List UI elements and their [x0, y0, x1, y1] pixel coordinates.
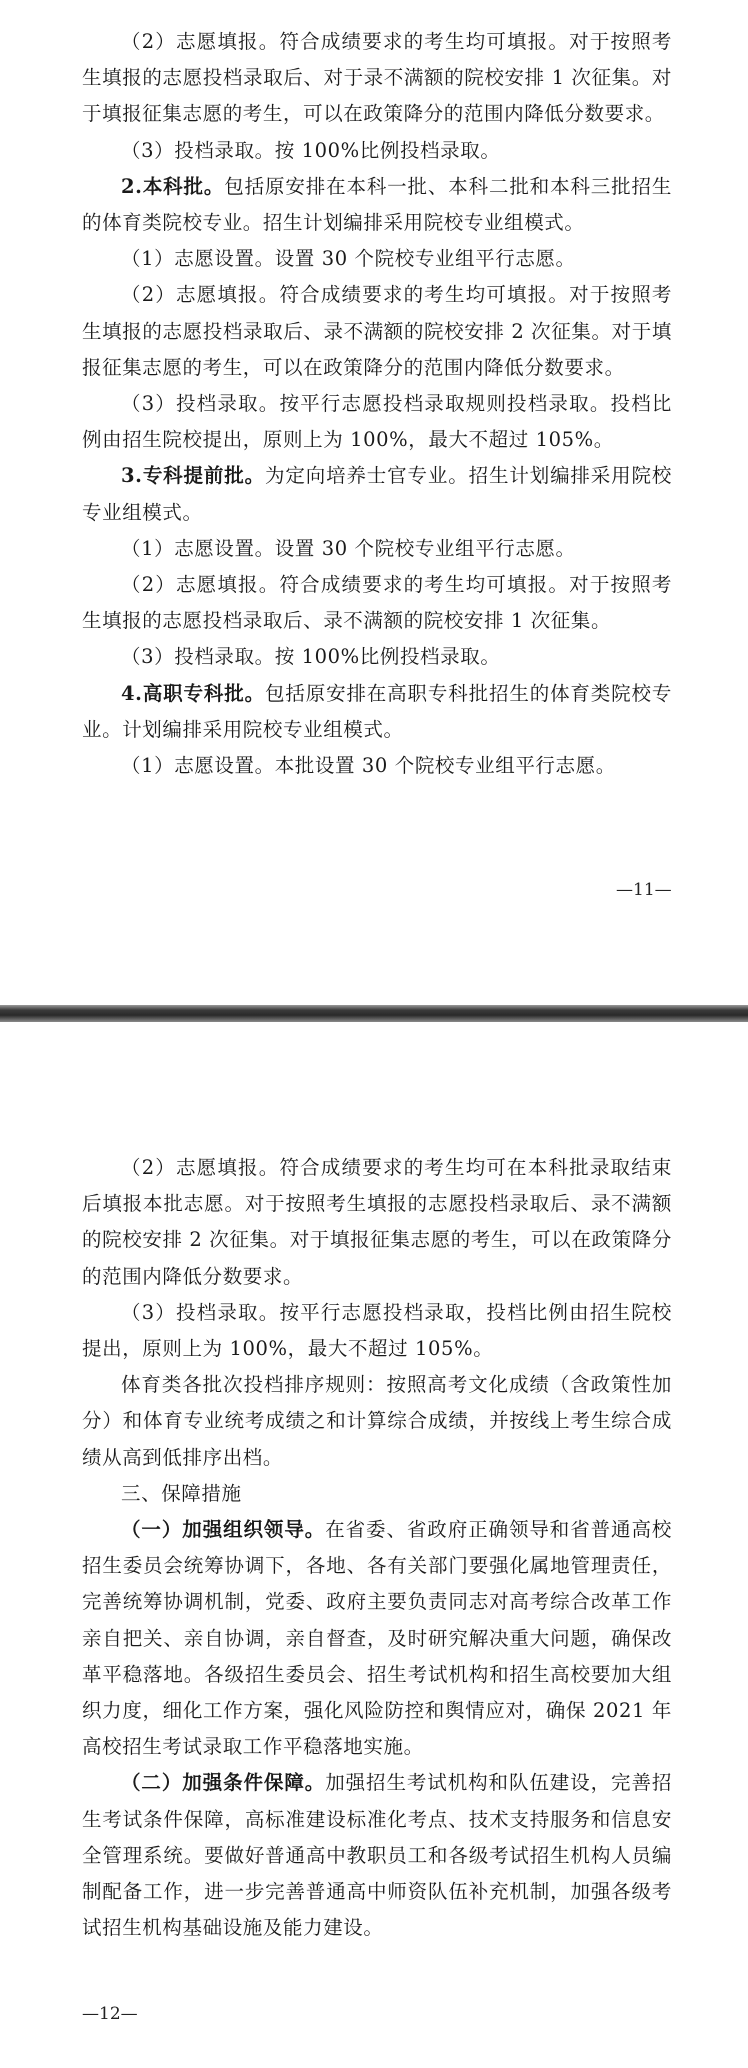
page-11-body: [82, 24, 672, 784]
paragraph: [82, 277, 672, 386]
paragraph-text: （1）志愿设置。设置 30 个院校专业组平行志愿。: [121, 247, 576, 271]
page-separator: [0, 1005, 748, 1022]
paragraph-text: （2）志愿填报。符合成绩要求的考生均可填报。对于按照考生填报的志愿投档录取后、对于录不满额的院校安排 1 次征集。对于填报征集志愿的考生，可以在政策降分的范围内降低分数要求。: [82, 30, 672, 126]
paragraph: [82, 1295, 672, 1367]
paragraph: [82, 169, 672, 241]
page-number-11: —11—: [616, 880, 672, 900]
paragraph-text: 为定向培养士官专业。招生计划编排采用院校专业组模式。: [82, 464, 672, 524]
paragraph: [82, 458, 672, 530]
paragraph-text: （1）志愿设置。设置 30 个院校专业组平行志愿。: [121, 536, 576, 560]
paragraph-text: 加强招生考试机构和队伍建设，完善招生考试条件保障，高标准建设标准化考点、技术支持服务和信息安全管理系统。要做好普通高中教职员工和各级考试招生机构人员编制配备工作，进一步完善普通高中师资队伍补充机制，加强各级考试招生机构基础设施及能力建设。: [82, 1771, 672, 1940]
paragraph: [82, 1476, 672, 1512]
page-12-body: [82, 1150, 672, 1946]
paragraph-text: 体育类各批次投档排序规则：按照高考文化成绩（含政策性加分）和体育专业统考成绩之和计算综合成绩，并按线上考生综合成绩从高到低排序出档。: [82, 1373, 672, 1469]
paragraph: [82, 748, 672, 784]
paragraph-text: （3）投档录取。按平行志愿投档录取，投档比例由招生院校提出，原则上为 100%，最大不超过 105%。: [82, 1300, 672, 1361]
paragraph-text: 包括原安排在本科一批、本科二批和本科三批招生的体育类院校专业。招生计划编排采用院校专业组模式。: [82, 174, 672, 235]
paragraph-text: （2）志愿填报。符合成绩要求的考生均可填报。对于按照考生填报的志愿投档录取后、录不满额的院校安排 1 次征集。: [82, 573, 672, 633]
paragraph-lead: 3.专科提前批。: [121, 464, 265, 488]
paragraph: [82, 241, 672, 277]
paragraph-lead: （二）加强条件保障。: [121, 1771, 326, 1795]
paragraph-text: （3）投档录取。按平行志愿投档录取规则投档录取。投档比例由招生院校提出，原则上为 100%，最大不超过 105%。: [82, 392, 672, 452]
document-page-12: [0, 1022, 748, 2068]
paragraph: [82, 531, 672, 567]
paragraph-text: （3）投档录取。按 100%比例投档录取。: [121, 645, 501, 669]
paragraph: [82, 1150, 672, 1295]
paragraph: [82, 133, 672, 169]
paragraph-text: （3）投档录取。按 100%比例投档录取。: [121, 138, 501, 162]
paragraph: [82, 676, 672, 748]
paragraph: [82, 386, 672, 458]
paragraph-text: 包括原安排在高职专科批招生的体育类院校专业。计划编排采用院校专业组模式。: [82, 681, 672, 741]
page-number-12: —12—: [82, 2004, 138, 2024]
paragraph: [82, 1512, 672, 1765]
paragraph-text: （2）志愿填报。符合成绩要求的考生均可填报。对于按照考生填报的志愿投档录取后、录不满额的院校安排 2 次征集。对于填报征集志愿的考生，可以在政策降分的范围内降低分数要求。: [82, 283, 672, 379]
paragraph-text: 在省委、省政府正确领导和省普通高校招生委员会统筹协调下，各地、各有关部门要强化属地管理责任，完善统筹协调机制，党委、政府主要负责同志对高考综合改革工作亲自把关、亲自协调，亲自督查，及时研究解决重大问题，确保改革平稳落地。各级招生委员会、招生考试机构和招生高校要加大组织力度，细化工作方案，强化风险防控和舆情应对，确保 2021 年高校招生考试录取工作平稳落地实施。: [82, 1518, 672, 1759]
paragraph: [82, 567, 672, 639]
paragraph-lead: 4.高职专科批。: [121, 681, 265, 705]
paragraph: [82, 1367, 672, 1476]
paragraph-text: （2）志愿填报。符合成绩要求的考生均可在本科批录取结束后填报本批志愿。对于按照考生填报的志愿投档录取后、录不满额的院校安排 2 次征集。对于填报征集志愿的考生，可以在政策降分的范围内降低分数要求。: [82, 1156, 672, 1288]
paragraph: [82, 639, 672, 675]
paragraph: [82, 1765, 672, 1946]
paragraph-lead: 2.本科批。: [121, 174, 225, 198]
section-heading: 三、保障措施: [121, 1481, 242, 1505]
paragraph-text: （1）志愿设置。本批设置 30 个院校专业组平行志愿。: [121, 754, 616, 778]
document-page-11: [0, 0, 748, 1005]
paragraph-lead: （一）加强组织领导。: [121, 1518, 326, 1542]
paragraph: [82, 24, 672, 133]
